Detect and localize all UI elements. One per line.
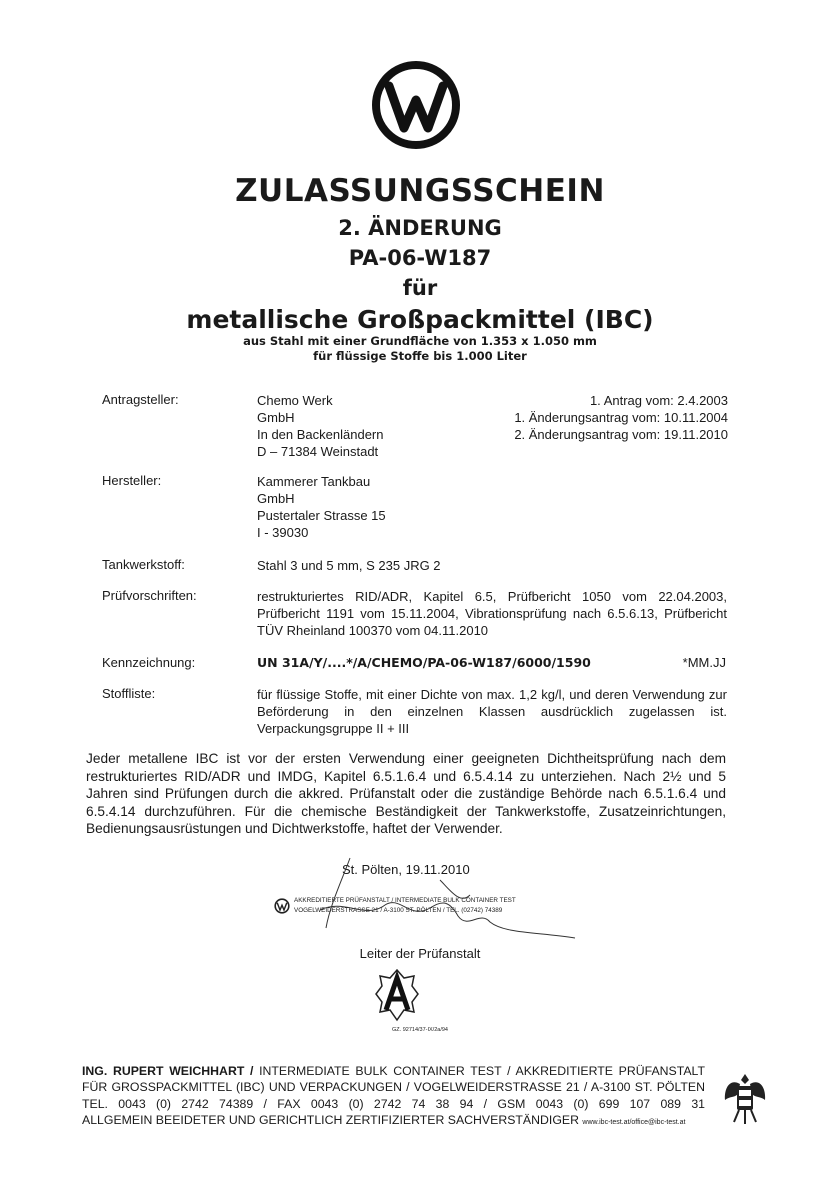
accreditation-code: GZ. 92714/37-IX/2a/94 <box>392 1027 448 1033</box>
for-heading: für <box>402 276 438 300</box>
applicant-line: GmbH <box>257 410 295 425</box>
approval-code: PA-06-W187 <box>348 246 492 270</box>
manufacturer-address <box>257 473 727 541</box>
footer-name: ING. RUPERT WEICHHART / <box>82 1064 254 1078</box>
applicant-address <box>257 392 477 460</box>
substances-value: für flüssige Stoffe, mit einer Dichte von max. 1,2 kg/l, und deren Verwendung zur Beförderung in den einzelnen Klassen ausdrücklich zugelassen ist. Verpackungsgruppe II + III <box>257 687 727 736</box>
subtitle-line-1: aus Stahl mit einer Grundfläche von 1.353 x 1.050 mm <box>243 334 597 348</box>
material-label: Tankwerkstoff: <box>102 557 185 572</box>
regulations-value: restrukturiertes RID/ADR, Kapitel 6.5, Prüfbericht 1050 vom 22.04.2003, Prüfbericht 1191 vom 15.11.2004, Vibrationsprüfung nach 6.5.6.13, Prüfbericht TÜV Rheinland 100370 vom 04.11.2010 <box>257 589 727 638</box>
application-dates <box>514 392 728 443</box>
footer-address <box>82 1063 705 1129</box>
application-date: 1. Änderungsantrag vom: 10.11.2004 <box>514 410 728 425</box>
stamp-line-1: AKKREDITIERTE PRÜFANSTALT / INTERMEDIATE BULK CONTAINER TEST <box>294 897 516 904</box>
material-value: Stahl 3 und 5 mm, S 235 JRG 2 <box>257 558 441 573</box>
manufacturer-line: GmbH <box>257 491 295 506</box>
marking-label: Kennzeichnung: <box>102 655 196 670</box>
subtitle-line-2: für flüssige Stoffe bis 1.000 Liter <box>313 349 527 363</box>
applicant-line: In den Backenländern <box>257 427 384 442</box>
regulations-label: Prüfvorschriften: <box>102 588 197 603</box>
footer-line-3: TEL. 0043 (0) 2742 74389 / FAX 0043 (0) 2742 74 38 94 / GSM 0043 (0) 699 107 089 31 <box>82 1096 705 1111</box>
application-date: 2. Änderungsantrag vom: 19.11.2010 <box>514 427 728 442</box>
stamp-line-2: VOGELWEIDERSTRASSE 21 / A-3100 ST. PÖLTEN / TEL. (02742) 74389 <box>294 907 503 914</box>
w-stamp-icon <box>274 898 290 914</box>
manufacturer-line: Kammerer Tankbau <box>257 474 371 489</box>
marking-note: *MM.JJ <box>682 655 726 670</box>
footer-line-1 <box>82 1063 705 1079</box>
applicant-line: D – 71384 Weinstadt <box>257 444 379 459</box>
amendment-heading: 2. ÄNDERUNG <box>338 216 502 240</box>
handwritten-signature <box>290 850 590 950</box>
manufacturer-line: I - 39030 <box>257 525 309 540</box>
applicant-line: Chemo Werk <box>257 393 333 408</box>
w-logo-icon <box>371 60 461 150</box>
footer-line-2: FÜR GROSSPACKMITTEL (IBC) UND VERPACKUNGEN / VOGELWEIDERSTRASSE 21 / A-3100 ST. PÖLTEN <box>82 1080 705 1095</box>
marking-value: UN 31A/Y/....*/A/CHEMO/PA-06-W187/6000/1590 <box>257 655 591 670</box>
footer-line-4 <box>82 1112 705 1128</box>
austrian-eagle-icon <box>722 1068 768 1128</box>
subject-heading: metallische Großpackmittel (IBC) <box>186 305 654 334</box>
application-date: 1. Antrag vom: 2.4.2003 <box>589 393 728 408</box>
manufacturer-label: Hersteller: <box>102 473 162 488</box>
signatory-role: Leiter der Prüfanstalt <box>359 946 481 961</box>
conditions-paragraph: Jeder metallene IBC ist vor der ersten Verwendung einer geeigneten Dichtheitsprüfung nach dem restrukturiertes RID/ADR und IMDG, Kapitel 6.5.1.6.4 und 6.5.4.14 zu unterziehen. Nach 2½ und 5 Jahren sind Prüfungen durch die akkred. Prüfanstalt oder die zuständige Behörde nach 6.5.1.6.4 und 6.5.4.14 durchzuführen. Für die chemische Beständigkeit der Tankwerkstoffe, Zusatzeinrichtungen, Bedienungsausrüstungen und Dichtwerkstoffe, haftet der Verwender. <box>86 751 726 837</box>
footer-web-contact: www.ibc-test.at/office@ibc-test.at <box>582 1119 686 1127</box>
accreditation-mark-icon <box>374 968 420 1022</box>
footer-expert-text: ALLGEMEIN BEEIDETER UND GERICHTLICH ZERTIFIZIERTER SACHVERSTÄNDIGER <box>82 1113 583 1128</box>
footer-line-1-text: INTERMEDIATE BULK CONTAINER TEST / AKKREDITIERTE PRÜFANSTALT <box>253 1064 705 1078</box>
applicant-label: Antragsteller: <box>102 392 179 407</box>
manufacturer-line: Pustertaler Strasse 15 <box>257 508 386 523</box>
place-date: St. Pölten, 19.11.2010 <box>342 862 470 877</box>
document-title: ZULASSUNGSSCHEIN <box>235 173 605 209</box>
substances-label: Stoffliste: <box>102 686 156 701</box>
